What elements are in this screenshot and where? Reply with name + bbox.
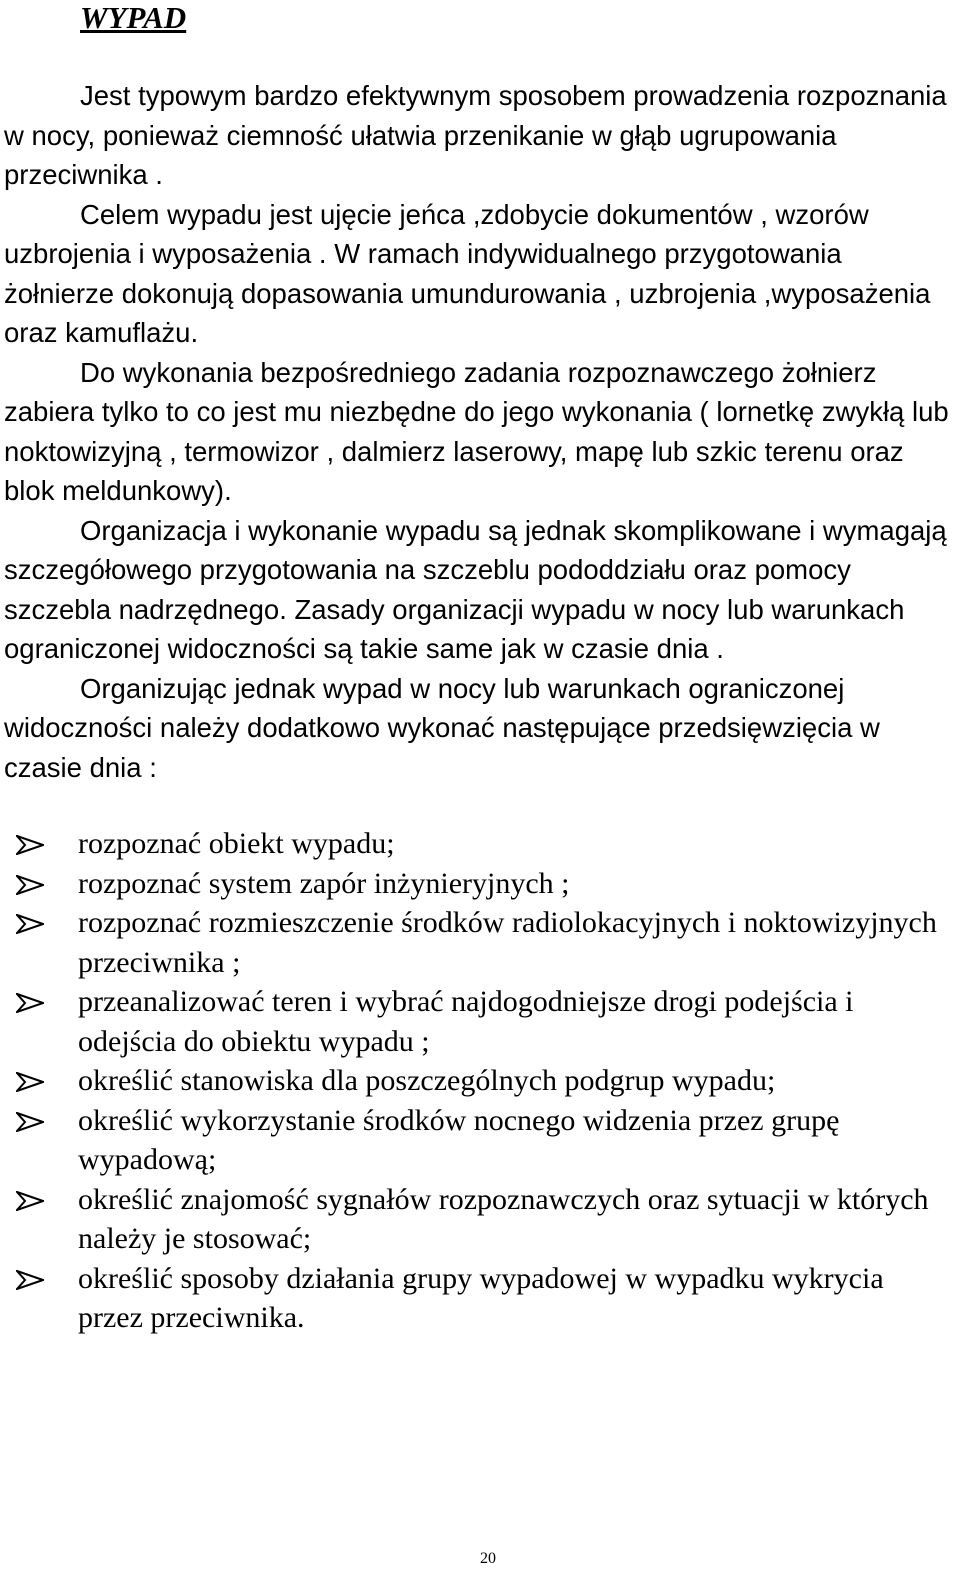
paragraph: Jest typowym bardzo efektywnym sposobem prowadzenia rozpoznania w nocy, ponieważ ciemność ułatwia przenikanie w głąb ugrupowania przeciwnika .: [4, 80, 947, 190]
list-item: [0, 1101, 955, 1180]
list-item-text: rozpoznać rozmieszczenie środków radiolokacyjnych i noktowizyjnych przeciwnika ;: [78, 906, 937, 979]
paragraph: Organizując jednak wypad w nocy lub warunkach ograniczonej widoczności należy dodatkowo wykonać następujące przedsięwzięcia w czasie dnia :: [4, 672, 880, 783]
list-item: [0, 1180, 955, 1259]
paragraph: Do wykonania bezpośredniego zadania rozpoznawczego żołnierz zabiera tylko to co jest mu niezbędne do jego wykonania ( lornetkę zwykłą lub noktowizyjną , termowizor , dalmierz laserowy, mapę lub szkic terenu oraz blok meldunkowy).: [4, 356, 949, 506]
list-item: [0, 864, 955, 904]
list-item-text: rozpoznać system zapór inżynieryjnych ;: [78, 866, 570, 900]
list-item-text: określić sposoby działania grupy wypadowej w wypadku wykrycia przez przeciwnika.: [78, 1261, 884, 1334]
list-item: [0, 1259, 955, 1338]
arrowhead-bullet-icon: [16, 1101, 50, 1141]
arrowhead-bullet-icon: [16, 1180, 50, 1220]
paragraph: Celem wypadu jest ujęcie jeńca ,zdobycie dokumentów , wzorów uzbrojenia i wyposażenia . W ramach indywidualnego przygotowania żołnierze dokonują dopasowania umundurowania , uzbrojenia ,wyposażenia oraz kamuflażu.: [4, 198, 931, 348]
arrowhead-bullet-icon: [16, 1061, 50, 1101]
list-item-text: przeanalizować teren i wybrać najdogodniejsze drogi podejścia i odejścia do obiektu wypadu ;: [78, 985, 854, 1058]
list-item: [0, 1061, 955, 1101]
list-item-text: określić wykorzystanie środków nocnego widzenia przez grupę wypadową;: [78, 1103, 840, 1176]
arrowhead-bullet-icon: [16, 864, 50, 904]
list-item: [0, 982, 955, 1061]
list-item: [0, 824, 955, 864]
list-item-text: określić stanowiska dla poszczególnych podgrup wypadu;: [78, 1064, 776, 1097]
list-item: [0, 903, 955, 982]
arrowhead-bullet-icon: [16, 903, 50, 943]
body-text: [4, 76, 954, 787]
page-number: 20: [480, 1550, 496, 1567]
arrowhead-bullet-icon: [16, 824, 50, 864]
list-item-text: określić znajomość sygnałów rozpoznawczych oraz sytuacji w których należy je stosować;: [78, 1182, 929, 1255]
arrowhead-bullet-icon: [16, 1259, 50, 1299]
list-item-text: rozpoznać obiekt wypadu;: [78, 827, 395, 860]
arrowhead-bullet-icon: [16, 982, 50, 1022]
paragraph: Organizacja i wykonanie wypadu są jednak skomplikowane i wymagają szczegółowego przygotowania na szczeblu pododdziału oraz pomocy szczebla nadrzędnego. Zasady organizacji wypadu w nocy lub warunkach ograniczonej widoczności są takie same jak w czasie dnia .: [4, 514, 947, 664]
task-list: [0, 824, 955, 1338]
document-title: WYPAD: [80, 0, 187, 35]
